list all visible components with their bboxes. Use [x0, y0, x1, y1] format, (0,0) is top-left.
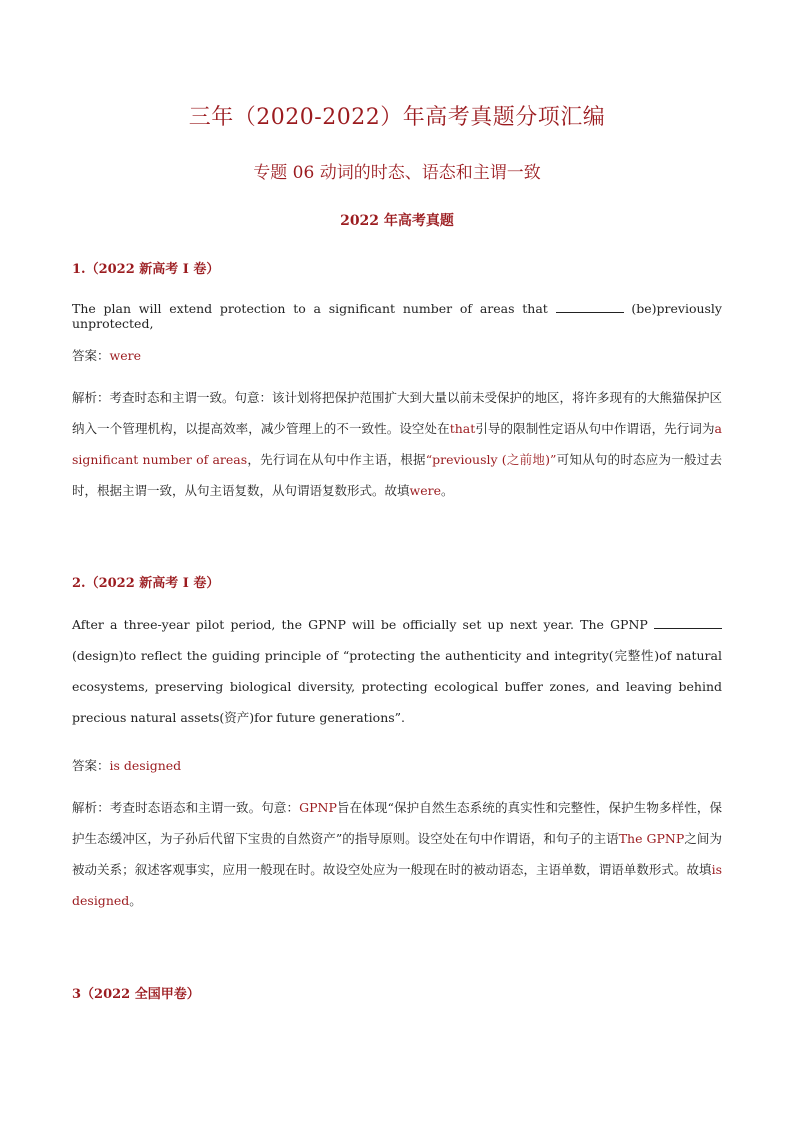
analysis-text: 。 — [129, 893, 142, 908]
question-2-stem-before: After a three-year pilot period, the GPNP will be officially set up next year. The GPNP — [72, 617, 648, 632]
analysis-keyword: that — [449, 421, 476, 436]
analysis-keyword: were — [409, 483, 441, 498]
answer-value: is designed — [109, 758, 182, 773]
question-2-answer — [72, 756, 722, 774]
question-1-analysis — [72, 382, 722, 506]
answer-label: 答案： — [72, 348, 110, 363]
analysis-text: 。 — [441, 483, 454, 498]
analysis-keyword: The GPNP — [618, 831, 685, 846]
section-heading: 2022 年高考真题 — [340, 213, 454, 229]
analysis-text: 解析：考查时态语态和主谓一致。句意： — [72, 800, 300, 815]
analysis-keyword: a significant number of areas — [72, 421, 722, 467]
analysis-text: 解析：考查时态和主谓一致。句意：该计划将把保护范围扩大到大量以前未受保护的地区，将许多现有的大熊猫保护区纳入一个管理机构，以提高效率，减少管理上的不一致性。设空处在 — [72, 390, 723, 436]
question-2-stem — [72, 609, 722, 733]
question-2-stem-after: (design)to reflect the guiding principle of “protecting the authenticity and integrity(完整性)of natural ecosystems, preserving biological diversity, protecting ecological buffer zones, and leaving behind precious natural assets(资产)for future generations”. — [72, 648, 722, 725]
question-1-blank[interactable] — [556, 300, 624, 313]
question-1-stem-before: The plan will extend protection to a significant number of areas that — [72, 301, 548, 316]
analysis-text: ，先行词在从句中作主语，根据 — [247, 452, 426, 467]
analysis-keyword: is designed — [72, 862, 722, 908]
question-1-heading: 1.（2022 新高考 I 卷） — [72, 262, 220, 277]
question-3-heading: 3（2022 全国甲卷） — [72, 987, 200, 1002]
question-2-blank[interactable] — [654, 616, 722, 629]
analysis-keyword: GPNP — [299, 800, 337, 815]
analysis-keyword: “previously (之前地)” — [425, 452, 557, 467]
question-1-stem — [72, 300, 722, 331]
question-1-answer — [72, 346, 722, 364]
question-2-analysis — [72, 792, 722, 916]
answer-label: 答案： — [72, 758, 110, 773]
analysis-text: 之间为被动关系；叙述客观事实，应用一般现在时。故设空处应为一般现在时的被动语态，主语单数，谓语单数形式。故填 — [72, 831, 722, 877]
question-2-heading: 2.（2022 新高考 I 卷） — [72, 576, 220, 591]
analysis-text: 旨在体现“保护自然生态系统的真实性和完整性，保护生物多样性，保护生态缓冲区，为子孙后代留下宝贵的自然资产”的指导原则。设空处在句中作谓语，和句子的主语 — [72, 800, 722, 846]
topic-subtitle: 专题 06 动词的时态、语态和主谓一致 — [253, 163, 541, 183]
analysis-text: 可知从句的时态应为一般过去时，根据主谓一致，从句主语复数，从句谓语复数形式。故填 — [72, 452, 722, 498]
page-title: 三年（2020-2022）年高考真题分项汇编 — [188, 105, 606, 130]
analysis-text: 引导的限制性定语从句中作谓语，先行词为 — [475, 421, 715, 436]
question-1-stem-after: (be)previously unprotected, — [72, 301, 722, 331]
answer-value: were — [109, 348, 141, 363]
